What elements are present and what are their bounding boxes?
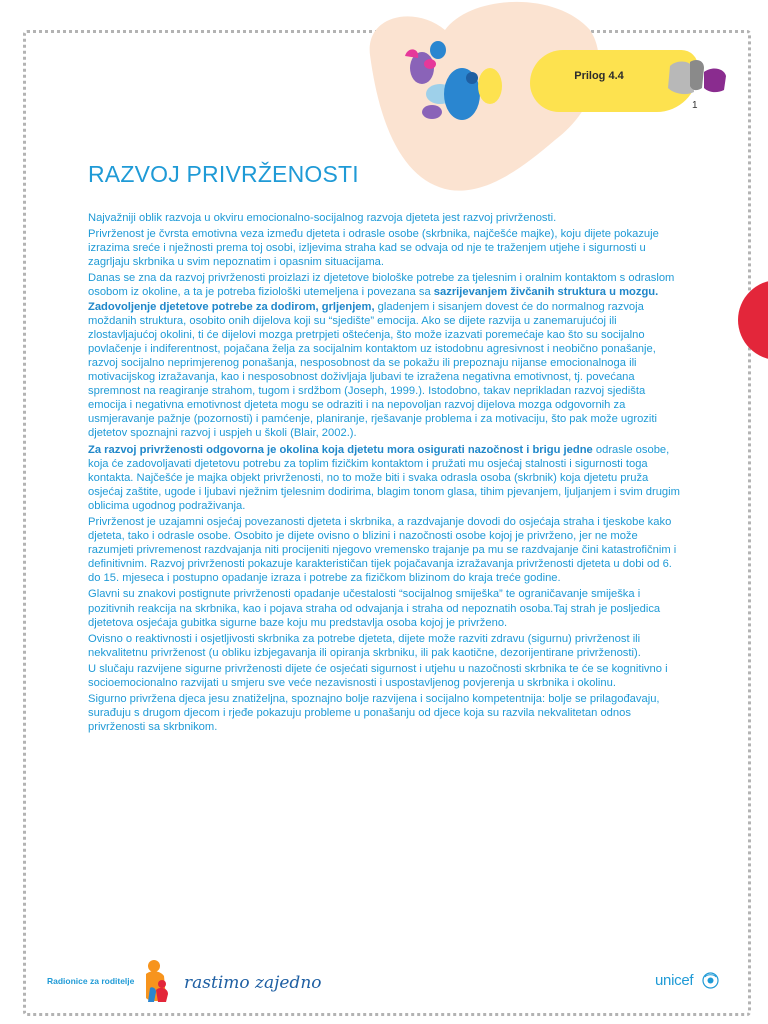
document-body (88, 211, 684, 736)
emphasis: Za razvoj privrženosti odgovorna je okolina koja djetetu mora osigurati nazočnost i brigu jedne (88, 443, 593, 456)
footer-label: Radionice za roditelje (47, 976, 135, 986)
emphasis: sazrijevanjem živčanih struktura u mozgu. Zadovoljenje djetetove potrebe za dodirom, grljenjem, (88, 286, 659, 313)
paragraph: U slučaju razvijene sigurne privrženosti dijete će osjećati sigurnost i utjehu u nazočnosti skrbnika te će se kognitivno i socioemocionalno razvijati u smjeru sve veće nezavisnosti i uspostavljenog povjerenja u skrbnika i okolinu. (88, 662, 668, 689)
paragraph: Sigurno privržena djeca jesu znatiželjna, spoznajno bolje razvijena i socijalno kompetentnija: bolje se prilagođavaju, surađuju s drugom djecom i rjeđe pokazuju probleme u ponašanju od djece koja su razvila nekvalitetan odnos privrženosti sa skrbnikom. (88, 693, 660, 734)
paragraph: Ovisno o reaktivnosti i osjetljivosti skrbnika za potrebe djeteta, dijete može razviti zdravu (sigurnu) privrženost ili nekvalitetnu privrženost (u obliku izbjegavanja ili opiranja skrbniku, ili pak kaotične, dezorijentirane privrženosti). (88, 632, 641, 659)
decorative-shapes (666, 58, 728, 98)
paragraph: Privrženost je uzajamni osjećaj povezanosti djeteta i skrbnika, a razdvajanje dovodi do osjećaja straha i tjeskobe kako djeteta, tako i odrasle osobe. Osobito je dijete ovisno o blizini i nazočnosti osobe kojoj je privrženo, jer ne može razumjeti privremenost razdvajanja niti procijeniti njegovo vremensko trajanje pa mu se razdvajanje čini katastrofičnim i definitivnim. Razvoj privrženosti pokazuje karakterističan tijek pojačavanja izražavanja privrženosti djeteta u dobi od 6. do 15. mjeseca i postupno opadanje izraza i potrebe za fizičkom blizinom do kraja treće godine. (88, 515, 677, 585)
rastimo-zajedno-logo (182, 966, 322, 998)
paragraph: Najvažniji oblik razvoja u okviru emocionalno-socijalnog razvoja djeteta jest razvoj privrženosti. (88, 212, 557, 224)
paragraph: Glavni su znakovi postignute privrženosti opadanje učestalosti “socijalnog smiješka” te ograničavanje smiješka i pozitivnih reakcija na skrbnika, kao i pojava straha od odvajanja i straha od nepoznatih osoba.Taj strah je posljedica djetetova osjećaja gubitka sigurne baze koju mu predstavlja osoba kojoj je privrženo. (88, 588, 661, 629)
unicef-globe-icon (702, 972, 719, 989)
prilog-label: Prilog 4.4 (574, 70, 624, 82)
family-figure-icon (140, 958, 176, 1004)
document-title: RAZVOJ PRIVRŽENOSTI (88, 161, 359, 187)
paragraph: Danas se zna da razvoj privrženosti proizlazi iz djetetove biološke potrebe za tjelesnim i oralnim kontaktom s odraslom osobom iz okoline, a ta je potreba fiziološki utemeljena i povezana sa sazrijevanjem živčanih struktura u mozgu. Zadovoljenje djetetove potrebe za dodirom, grljenjem, gladenjem i sisanjem dovest će do normalnog razvoja moždanih struktura, osobito onih dijelova koji su “sjedište” emocija. Ako se dijete razvija u zanemarujućoj ili zlostavljajućoj okolini, ti će dijelovi mozga pretrpjeti oštećenja, što može izazvati poremećaje kao što su socijalno povlačenje i indiferentnost, pojačana želja za socijalnim kontaktom uz istodobnu agresivnost i neobično ponašanje, razvoj socijalno neprimjerenog ponašanja, nesposobnost da se pokažu ili prepoznaju nijanse emocionalnoga ili motivacijskog izražavanja, kao i nesposobnost doživljaja ljubavi te izražena negativna emotivnost, tj. povećana spremnost na reagiranje strahom, tugom i srdžbom (Joseph, 1999.). Istodobno, takav neprikladan razvoj sjedišta emocija i negativna emotivnost djeteta mogu se odraziti i na nepovoljan razvoj dijelova mozga odgovornih za usmjeravanje pažnje (pozornosti) i pamćenje, planiranje, rješavanje problema i za motivaciju, što pak može ugroziti djetetov spoznajni razvoj i uspjeh u školi (Blair, 2002.). (88, 272, 675, 440)
page-number: 1 (692, 100, 698, 111)
children-figures-illustration (400, 38, 510, 128)
paragraph: Za razvoj privrženosti odgovorna je okolina koja djetetu mora osigurati nazočnost i brigu jedne odrasle osobe, koja će zadovoljavati djetetovu potrebu za toplim fizičkim kontaktom i pružati mu osjećaj stalnosti i sigurnosti toga kontakta. Najčešće je majka objekt privrženosti, no to može biti i svaka odrasla osoba (skrbnik) koja djetetu pruža osjećaj zaštite, ugode i ljubavi nježnim tjelesnim dodirima, blagim tonom glasa, tihim pjevanjem, ljuljanjem i svim drugim oblicima ugodnog podraživanja. (88, 443, 680, 512)
svg-text:rastimo zajedno: rastimo zajedno (184, 973, 322, 993)
unicef-logo-text: unicef (655, 972, 694, 989)
paragraph: Privrženost je čvrsta emotivna veza između djeteta i odrasle osobe (skrbnika, najčešće majke), koju dijete pokazuje izrazima sreće i nježnosti prema toj osobi, izljevima straha kad se odvaja od nje te traženjem utjehe i sigurnosti u zagrljaju skrbnika u svim nepoznatim i opasnim situacijama. (88, 228, 659, 269)
